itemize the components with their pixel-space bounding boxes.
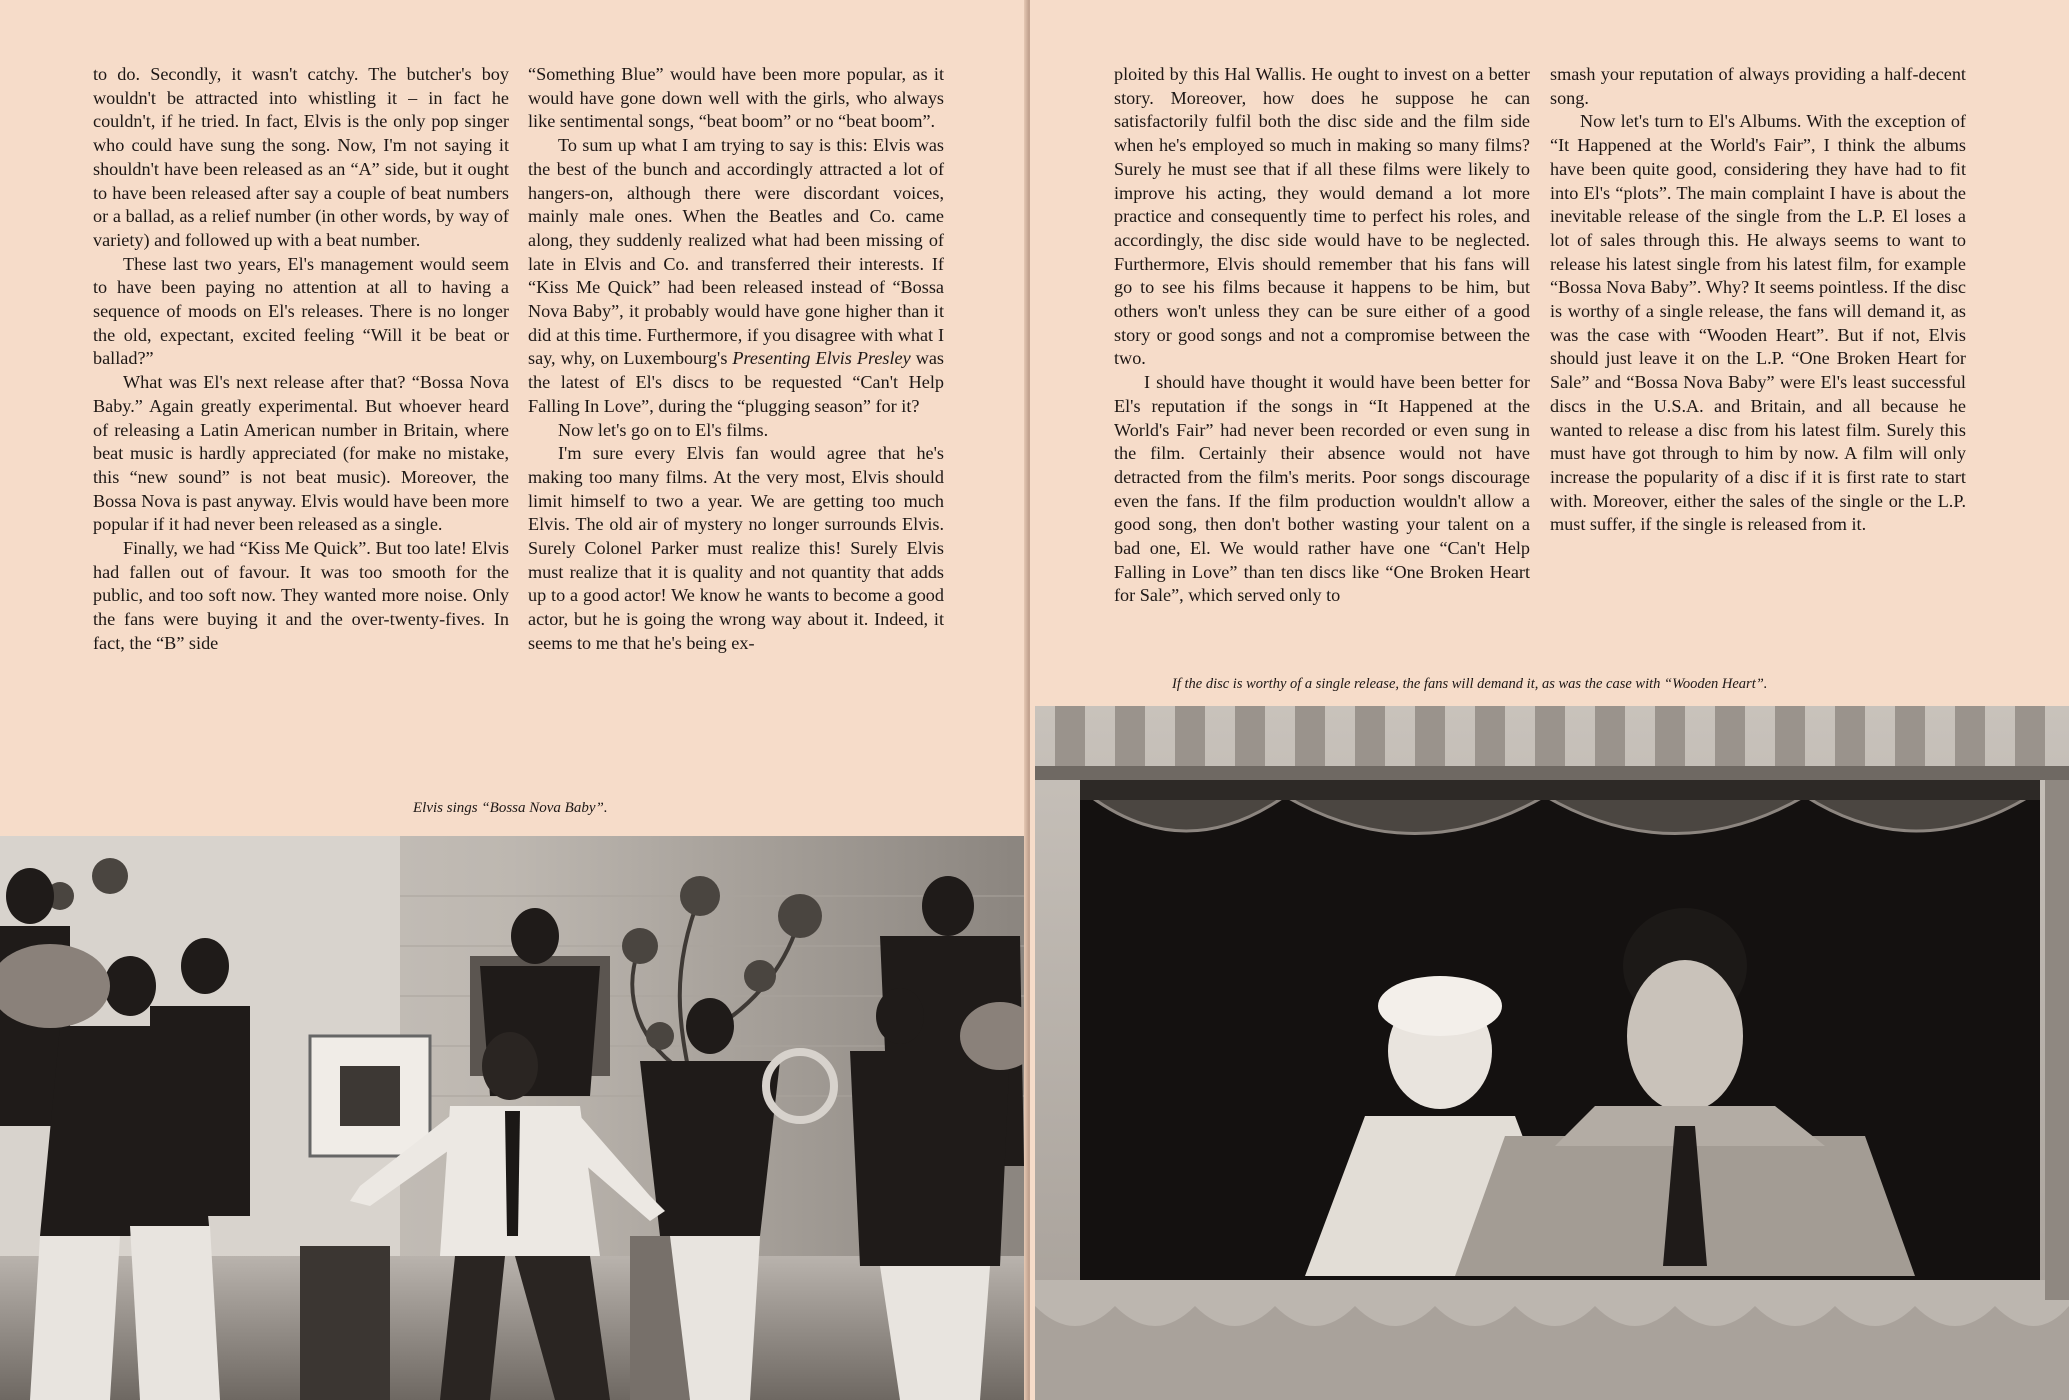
right-column-2	[1550, 63, 1966, 537]
paragraph: Now let's turn to El's Albums. With the exception of “It Happened at the World's Fair”, I think the albums have been quite good, considering they have had to fit into El's “plots”. The main complaint I have is about the inevitable release of the single from the L.P. El loses a lot of sales through this. He always seems to want to release his latest single from his latest film, for example “Bossa Nova Baby”. Why? It seems pointless. If the disc is worthy of a single release, the fans will demand it, as was the case with “Wooden Heart”. But if not, Elvis should just leave it on the L.P. “One Broken Heart for Sale” and “Bossa Nova Baby” were El's least successful discs in the U.S.A. and Britain, and all because he wanted to release a disc from his latest film. Surely this must have got through to him by now. A film will only increase the popularity of a disc if it is first rate to start with. Moreover, either the sales of the single or the L.P. must suffer, if the single is released from it.	[1550, 111, 1966, 535]
photo-bossa-nova-baby	[0, 836, 1024, 1400]
paragraph: ploited by this Hal Wallis. He ought to invest on a better story. Moreover, how does he suppose he can satisfactorily fulfil both the disc side and the film side when he's employed so much in making so many films? Surely he must see that if all these films were likely to improve his acting, they would demand a lot more practice and consequently time to perfect his roles, and accordingly, the disc side would have to be neglected. Furthermore, Elvis should remember that his fans will go to see his films because it happens to be him, but others won't unless they can be sure either of a good story or good songs and not a compromise between the two.	[1114, 64, 1530, 369]
paragraph: I'm sure every Elvis fan would agree that he's making too many films. At the very most, Elvis should limit himself to two a year. We are getting too much Elvis. The old air of mystery no longer surrounds Elvis. Surely Colonel Parker must realize this! Surely Elvis must realize that it is quality and not quantity that adds up to a good actor! We know he wants to become a good actor, but he is going the wrong way about it. Indeed, it seems to me that he's being ex-	[528, 443, 944, 653]
left-column-2	[528, 63, 944, 656]
left-page	[0, 0, 1028, 1400]
paragraph	[528, 134, 944, 418]
left-column-1	[93, 63, 509, 656]
paragraph: “Something Blue” would have been more popular, as it would have gone down well with the girls, who always like sentimental songs, “beat boom” or no “beat boom”.	[528, 64, 944, 132]
right-column-1	[1114, 63, 1530, 608]
photo-caption: Elvis sings “Bossa Nova Baby”.	[413, 800, 608, 816]
radio-show-title: Presenting Elvis Presley	[732, 348, 911, 369]
paragraph: I should have thought it would have been better for El's reputation if the songs in “It Happened at the World's Fair” had never been recorded or even sung in the film. Certainly their absence would not have detracted from the film's merits. Poor songs discourage even the fans. If the film production wouldn't allow a good song, then don't bother wasting your talent on a bad one, El. We would rather have one “Can't Help Falling in Love” than ten discs like “One Broken Heart for Sale”, which served only to	[1114, 372, 1530, 606]
paragraph: These last two years, El's management would seem to have been paying no attention at all to having a sequence of moods on El's releases. There is no longer the old, expectant, excited feeling “Will it be beat or ballad?”	[93, 253, 509, 369]
paragraph: What was El's next release after that? “Bossa Nova Baby.” Again greatly experimental. But whoever heard of releasing a Latin American number in Britain, where beat music is hardly appreciated (for make no mistake, this “new sound” is not beat music). Moreover, the Bossa Nova is past anyway. Elvis would have been more popular if it had never been released as a single.	[93, 372, 509, 535]
paragraph: Finally, we had “Kiss Me Quick”. But too late! Elvis had fallen out of favour. It was too smooth for the public, and too soft now. They wanted more noise. Only the fans were buying it and the over-twenty-fives. In fact, the “B” side	[93, 538, 509, 653]
photo-wooden-heart	[1035, 706, 2069, 1400]
photo-caption: If the disc is worthy of a single release, the fans will demand it, as was the case with “Wooden Heart”.	[1172, 676, 1768, 692]
right-page	[1030, 0, 2069, 1400]
paragraph-text: was the latest of El's discs to be requested “Can't Help Falling In Love”, during the “plugging season” for it?	[528, 348, 944, 416]
paragraph: Now let's go on to El's films.	[558, 419, 769, 440]
paragraph: smash your reputation of always providing a half-decent song.	[1550, 64, 1966, 108]
paragraph-text: To sum up what I am trying to say is this: Elvis was the best of the bunch and accordingly attracted a lot of hangers-on, although there were discordant voices, mainly male ones. When the Beatles and Co. came along, they suddenly realized what had been missing of late in Elvis and Co. and transferred their interests. If “Kiss Me Quick” had been released instead of “Bossa Nova Baby”, it probably would have gone higher than it did at this time. Furthermore, if you disagree with what I say, why, on Luxembourg's	[528, 135, 944, 369]
paragraph: to do. Secondly, it wasn't catchy. The butcher's boy wouldn't be attracted into whistling it – in fact he couldn't, if he tried. In fact, Elvis is the only pop singer who could have sung the song. Now, I'm not saying it shouldn't have been released as an “A” side, but it ought to have been released after say a couple of beat numbers or a ballad, as a relief number (in other words, by way of variety) and followed up with a beat number.	[93, 64, 509, 250]
